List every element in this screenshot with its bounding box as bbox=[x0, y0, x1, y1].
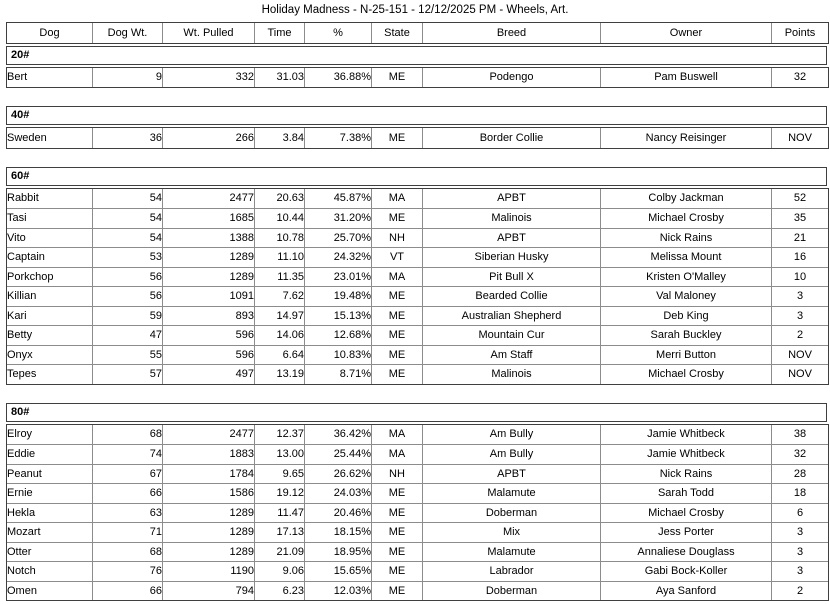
cell-wt-pulled: 2477 bbox=[162, 189, 254, 209]
cell-percent: 18.95% bbox=[304, 542, 371, 562]
cell-dog-wt: 67 bbox=[92, 464, 162, 484]
table-row bbox=[7, 228, 828, 248]
cell-time: 17.13 bbox=[254, 522, 304, 542]
cell-percent: 10.83% bbox=[304, 345, 371, 365]
cell-wt-pulled: 332 bbox=[162, 68, 254, 88]
cell-wt-pulled: 1586 bbox=[162, 483, 254, 503]
cell-percent: 23.01% bbox=[304, 267, 371, 287]
cell-time: 3.84 bbox=[254, 128, 304, 148]
cell-percent: 12.68% bbox=[304, 325, 371, 345]
cell-state: ME bbox=[371, 581, 422, 601]
cell-state: ME bbox=[371, 542, 422, 562]
section-label: 60# bbox=[11, 169, 30, 182]
cell-breed: Am Staff bbox=[422, 345, 600, 365]
cell-dog-wt: 56 bbox=[92, 286, 162, 306]
cell-percent: 45.87% bbox=[304, 189, 371, 209]
cell-dog: Peanut bbox=[7, 464, 92, 484]
cell-dog-wt: 54 bbox=[92, 228, 162, 248]
column-header-percent: % bbox=[304, 23, 371, 43]
cell-state: ME bbox=[371, 68, 422, 88]
cell-points: 32 bbox=[771, 444, 828, 464]
cell-owner: Nancy Reisinger bbox=[600, 128, 771, 148]
cell-owner: Sarah Buckley bbox=[600, 325, 771, 345]
cell-breed: APBT bbox=[422, 228, 600, 248]
cell-owner: Merri Button bbox=[600, 345, 771, 365]
cell-wt-pulled: 2477 bbox=[162, 425, 254, 445]
cell-state: ME bbox=[371, 483, 422, 503]
cell-dog-wt: 9 bbox=[92, 68, 162, 88]
cell-owner: Val Maloney bbox=[600, 286, 771, 306]
cell-percent: 25.44% bbox=[304, 444, 371, 464]
section-label: 40# bbox=[11, 109, 30, 121]
cell-points: NOV bbox=[771, 345, 828, 365]
column-header-dog-wt: Dog Wt. bbox=[92, 23, 162, 43]
cell-points: 28 bbox=[771, 464, 828, 484]
cell-time: 9.06 bbox=[254, 561, 304, 581]
table-row bbox=[7, 425, 828, 445]
cell-dog: Tepes bbox=[7, 364, 92, 384]
section-header-60 bbox=[6, 167, 827, 186]
cell-breed: Malamute bbox=[422, 542, 600, 562]
cell-wt-pulled: 794 bbox=[162, 581, 254, 601]
cell-owner: Kristen O'Malley bbox=[600, 267, 771, 287]
weight-class-table-60 bbox=[6, 188, 829, 385]
cell-time: 20.63 bbox=[254, 189, 304, 209]
cell-breed: Am Bully bbox=[422, 425, 600, 445]
cell-state: NH bbox=[371, 464, 422, 484]
cell-percent: 15.65% bbox=[304, 561, 371, 581]
cell-time: 13.19 bbox=[254, 364, 304, 384]
cell-state: ME bbox=[371, 522, 422, 542]
cell-dog: Killian bbox=[7, 286, 92, 306]
column-header-state: State bbox=[371, 23, 422, 43]
results-sheet bbox=[6, 22, 827, 601]
cell-wt-pulled: 1784 bbox=[162, 464, 254, 484]
column-header-dog: Dog bbox=[39, 26, 60, 39]
cell-points: 3 bbox=[771, 522, 828, 542]
cell-time: 11.35 bbox=[254, 267, 304, 287]
cell-dog-wt: 74 bbox=[92, 444, 162, 464]
cell-percent: 12.03% bbox=[304, 581, 371, 601]
cell-state: VT bbox=[371, 247, 422, 267]
cell-time: 10.44 bbox=[254, 208, 304, 228]
cell-points: 16 bbox=[771, 247, 828, 267]
weight-class-table-20 bbox=[6, 67, 829, 89]
cell-points: 52 bbox=[771, 189, 828, 209]
cell-owner: Sarah Todd bbox=[600, 483, 771, 503]
cell-wt-pulled: 1388 bbox=[162, 228, 254, 248]
column-header-wt-pulled: Wt. Pulled bbox=[162, 23, 254, 43]
cell-percent: 36.88% bbox=[304, 68, 371, 88]
cell-points: 21 bbox=[771, 228, 828, 248]
cell-time: 31.03 bbox=[254, 68, 304, 88]
cell-dog: Otter bbox=[7, 542, 92, 562]
cell-dog-wt: 71 bbox=[92, 522, 162, 542]
cell-points: 3 bbox=[771, 561, 828, 581]
cell-time: 7.62 bbox=[254, 286, 304, 306]
cell-state: ME bbox=[371, 128, 422, 148]
cell-dog: Rabbit bbox=[7, 192, 39, 205]
table-row bbox=[7, 189, 828, 209]
cell-percent: 15.13% bbox=[304, 306, 371, 326]
section-label: 80# bbox=[11, 405, 30, 418]
cell-points: NOV bbox=[771, 128, 828, 148]
cell-percent: 25.70% bbox=[304, 228, 371, 248]
cell-dog: Tasi bbox=[7, 208, 92, 228]
cell-wt-pulled: 1289 bbox=[162, 503, 254, 523]
table-row bbox=[7, 561, 828, 581]
table-row bbox=[7, 444, 828, 464]
table-row bbox=[7, 522, 828, 542]
cell-dog-wt: 66 bbox=[92, 581, 162, 601]
cell-time: 11.10 bbox=[254, 247, 304, 267]
table-row bbox=[7, 503, 828, 523]
cell-owner: Jamie Whitbeck bbox=[600, 444, 771, 464]
cell-percent: 20.46% bbox=[304, 503, 371, 523]
cell-wt-pulled: 266 bbox=[162, 128, 254, 148]
cell-breed: Pit Bull X bbox=[422, 267, 600, 287]
table-row bbox=[7, 267, 828, 287]
cell-points: 18 bbox=[771, 483, 828, 503]
cell-breed: Am Bully bbox=[422, 444, 600, 464]
cell-wt-pulled: 596 bbox=[162, 345, 254, 365]
cell-state: MA bbox=[371, 444, 422, 464]
cell-percent: 7.38% bbox=[304, 128, 371, 148]
cell-wt-pulled: 596 bbox=[162, 325, 254, 345]
table-row bbox=[7, 68, 828, 88]
column-header-table bbox=[6, 22, 829, 44]
cell-state: ME bbox=[371, 503, 422, 523]
cell-dog-wt: 54 bbox=[92, 189, 162, 209]
cell-points: 32 bbox=[771, 68, 828, 88]
cell-wt-pulled: 1883 bbox=[162, 444, 254, 464]
cell-dog-wt: 36 bbox=[92, 128, 162, 148]
cell-points: 2 bbox=[771, 581, 828, 601]
cell-wt-pulled: 1190 bbox=[162, 561, 254, 581]
cell-state: MA bbox=[371, 425, 422, 445]
table-row bbox=[7, 208, 828, 228]
weight-class-sections bbox=[6, 46, 827, 602]
cell-owner: Gabi Bock-Koller bbox=[600, 561, 771, 581]
cell-dog: Notch bbox=[7, 561, 92, 581]
cell-state: ME bbox=[371, 306, 422, 326]
cell-dog: Eddie bbox=[7, 444, 92, 464]
cell-dog: Captain bbox=[7, 247, 92, 267]
table-row bbox=[7, 345, 828, 365]
table-row bbox=[7, 483, 828, 503]
section-header-40 bbox=[6, 106, 827, 125]
cell-time: 12.37 bbox=[254, 425, 304, 445]
cell-time: 10.78 bbox=[254, 228, 304, 248]
cell-dog-wt: 57 bbox=[92, 364, 162, 384]
cell-time: 6.23 bbox=[254, 581, 304, 601]
cell-points: 38 bbox=[771, 425, 828, 445]
cell-owner: Michael Crosby bbox=[600, 208, 771, 228]
cell-points: NOV bbox=[771, 364, 828, 384]
cell-points: 6 bbox=[771, 503, 828, 523]
cell-time: 9.65 bbox=[254, 464, 304, 484]
cell-dog-wt: 59 bbox=[92, 306, 162, 326]
table-row bbox=[7, 581, 828, 601]
cell-dog-wt: 68 bbox=[92, 425, 162, 445]
cell-time: 6.64 bbox=[254, 345, 304, 365]
cell-owner: Jamie Whitbeck bbox=[600, 425, 771, 445]
cell-wt-pulled: 893 bbox=[162, 306, 254, 326]
cell-breed: Mix bbox=[422, 522, 600, 542]
cell-time: 11.47 bbox=[254, 503, 304, 523]
cell-points: 2 bbox=[771, 325, 828, 345]
cell-time: 13.00 bbox=[254, 444, 304, 464]
cell-owner: Michael Crosby bbox=[600, 364, 771, 384]
cell-wt-pulled: 1289 bbox=[162, 247, 254, 267]
column-header-time: Time bbox=[254, 23, 304, 43]
cell-owner: Jess Porter bbox=[600, 522, 771, 542]
cell-percent: 36.42% bbox=[304, 425, 371, 445]
cell-breed: Siberian Husky bbox=[422, 247, 600, 267]
cell-breed: Malinois bbox=[422, 364, 600, 384]
column-header-breed: Breed bbox=[422, 23, 600, 43]
cell-state: ME bbox=[371, 561, 422, 581]
cell-breed: Australian Shepherd bbox=[422, 306, 600, 326]
cell-points: 3 bbox=[771, 306, 828, 326]
cell-dog: Omen bbox=[7, 581, 92, 601]
page-title: Holiday Madness - N-25-151 - 12/12/2025 PM - Wheels, Art. bbox=[261, 4, 569, 16]
column-header-row bbox=[7, 23, 828, 43]
cell-dog: Ernie bbox=[7, 483, 92, 503]
table-row bbox=[7, 542, 828, 562]
cell-breed: APBT bbox=[422, 189, 600, 209]
cell-percent: 26.62% bbox=[304, 464, 371, 484]
cell-state: ME bbox=[371, 286, 422, 306]
cell-points: 3 bbox=[771, 286, 828, 306]
cell-state: ME bbox=[371, 208, 422, 228]
cell-dog-wt: 76 bbox=[92, 561, 162, 581]
cell-owner: Aya Sanford bbox=[600, 581, 771, 601]
cell-percent: 24.32% bbox=[304, 247, 371, 267]
cell-owner: Deb King bbox=[600, 306, 771, 326]
cell-dog: Mozart bbox=[7, 522, 92, 542]
weight-class-table-80 bbox=[6, 424, 829, 602]
cell-owner: Annaliese Douglass bbox=[600, 542, 771, 562]
cell-state: ME bbox=[371, 325, 422, 345]
cell-dog: Bert bbox=[7, 71, 28, 84]
cell-owner: Colby Jackman bbox=[600, 189, 771, 209]
cell-dog-wt: 47 bbox=[92, 325, 162, 345]
cell-percent: 24.03% bbox=[304, 483, 371, 503]
table-row bbox=[7, 286, 828, 306]
cell-owner: Michael Crosby bbox=[600, 503, 771, 523]
table-row bbox=[7, 364, 828, 384]
cell-dog-wt: 54 bbox=[92, 208, 162, 228]
table-row bbox=[7, 325, 828, 345]
cell-breed: Doberman bbox=[422, 503, 600, 523]
cell-wt-pulled: 497 bbox=[162, 364, 254, 384]
cell-state: ME bbox=[371, 364, 422, 384]
section-label: 20# bbox=[11, 48, 30, 61]
cell-state: ME bbox=[371, 345, 422, 365]
cell-points: 10 bbox=[771, 267, 828, 287]
cell-wt-pulled: 1289 bbox=[162, 267, 254, 287]
cell-dog: Elroy bbox=[7, 428, 33, 441]
column-header-points: Points bbox=[771, 23, 828, 43]
cell-wt-pulled: 1091 bbox=[162, 286, 254, 306]
cell-breed: Labrador bbox=[422, 561, 600, 581]
cell-percent: 31.20% bbox=[304, 208, 371, 228]
cell-points: 35 bbox=[771, 208, 828, 228]
cell-percent: 8.71% bbox=[304, 364, 371, 384]
cell-dog: Sweden bbox=[7, 131, 47, 144]
cell-state: NH bbox=[371, 228, 422, 248]
cell-dog-wt: 55 bbox=[92, 345, 162, 365]
cell-owner: Nick Rains bbox=[600, 228, 771, 248]
cell-dog: Betty bbox=[7, 325, 92, 345]
cell-dog: Onyx bbox=[7, 345, 92, 365]
cell-dog-wt: 68 bbox=[92, 542, 162, 562]
cell-state: MA bbox=[371, 267, 422, 287]
section-header-80 bbox=[6, 403, 827, 422]
weight-class-table-40 bbox=[6, 127, 829, 149]
column-header-owner: Owner bbox=[600, 23, 771, 43]
cell-dog-wt: 56 bbox=[92, 267, 162, 287]
cell-percent: 18.15% bbox=[304, 522, 371, 542]
cell-breed: Podengo bbox=[422, 68, 600, 88]
cell-wt-pulled: 1685 bbox=[162, 208, 254, 228]
cell-breed: Malamute bbox=[422, 483, 600, 503]
cell-breed: Malinois bbox=[422, 208, 600, 228]
cell-wt-pulled: 1289 bbox=[162, 542, 254, 562]
cell-breed: Doberman bbox=[422, 581, 600, 601]
cell-points: 3 bbox=[771, 542, 828, 562]
cell-owner: Pam Buswell bbox=[600, 68, 771, 88]
cell-time: 14.06 bbox=[254, 325, 304, 345]
cell-time: 19.12 bbox=[254, 483, 304, 503]
cell-breed: Mountain Cur bbox=[422, 325, 600, 345]
cell-dog: Porkchop bbox=[7, 267, 92, 287]
cell-breed: Bearded Collie bbox=[422, 286, 600, 306]
cell-dog: Vito bbox=[7, 228, 92, 248]
table-row bbox=[7, 306, 828, 326]
cell-percent: 19.48% bbox=[304, 286, 371, 306]
cell-breed: APBT bbox=[422, 464, 600, 484]
cell-breed: Border Collie bbox=[422, 128, 600, 148]
cell-dog-wt: 63 bbox=[92, 503, 162, 523]
cell-dog: Kari bbox=[7, 306, 92, 326]
cell-dog-wt: 66 bbox=[92, 483, 162, 503]
table-row bbox=[7, 128, 828, 148]
cell-state: MA bbox=[371, 189, 422, 209]
section-header-20 bbox=[6, 46, 827, 65]
cell-dog: Hekla bbox=[7, 503, 92, 523]
table-row bbox=[7, 247, 828, 267]
cell-owner: Nick Rains bbox=[600, 464, 771, 484]
table-row bbox=[7, 464, 828, 484]
cell-wt-pulled: 1289 bbox=[162, 522, 254, 542]
cell-dog-wt: 53 bbox=[92, 247, 162, 267]
cell-time: 14.97 bbox=[254, 306, 304, 326]
cell-time: 21.09 bbox=[254, 542, 304, 562]
cell-owner: Melissa Mount bbox=[600, 247, 771, 267]
